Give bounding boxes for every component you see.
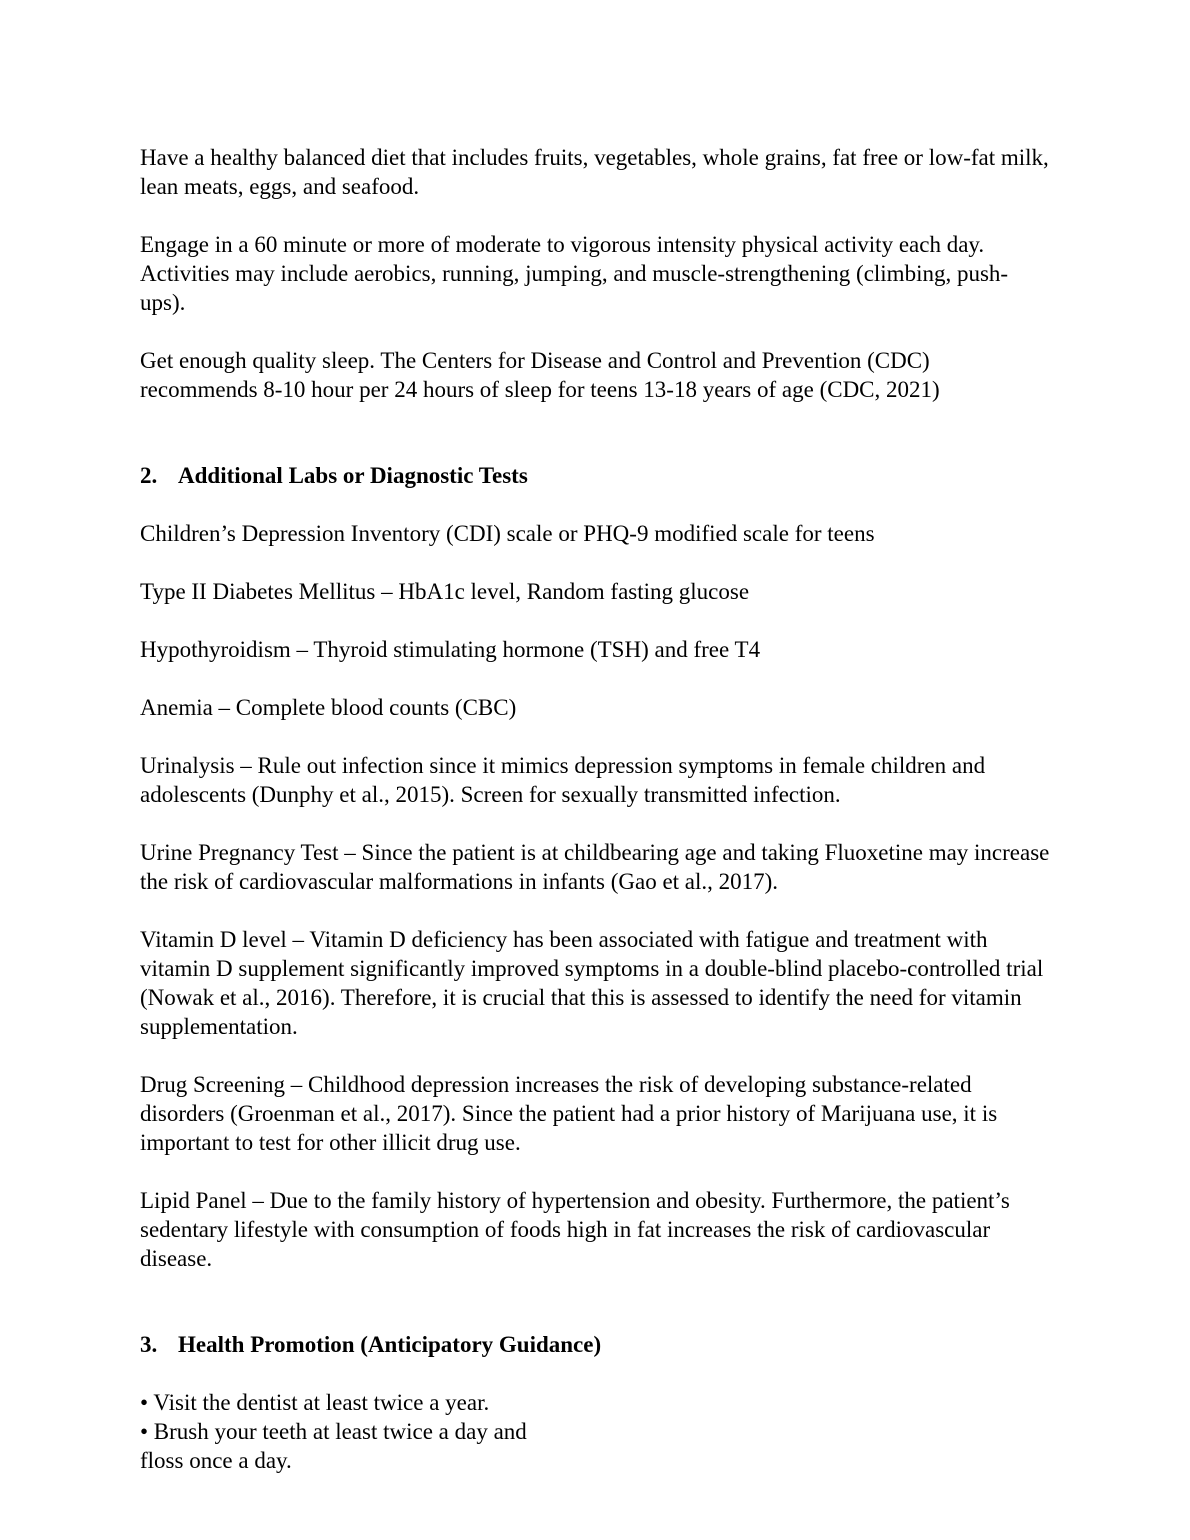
labs-paragraph-anemia: Anemia – Complete blood counts (CBC) xyxy=(140,695,517,720)
labs-paragraph-lipid-panel: Lipid Panel – Due to the family history of hypertension and obesity. Furthermore, the patient’s sedentary lifestyle with consumption of foods high in fat increases the risk of cardiovascular disease. xyxy=(140,1188,1010,1271)
heading-number: 2. xyxy=(140,463,158,488)
heading-title: Additional Labs or Diagnostic Tests xyxy=(178,463,528,488)
labs-paragraph-urinalysis: Urinalysis – Rule out infection since it mimics depression symptoms in female children and adolescents (Dunphy et al., 2015). Screen for sexually transmitted infection. xyxy=(140,753,986,807)
guidance-list xyxy=(140,1388,1050,1475)
labs-paragraph-cdi: Children’s Depression Inventory (CDI) scale or PHQ-9 modified scale for teens xyxy=(140,521,875,546)
heading-number: 3. xyxy=(140,1332,158,1357)
labs-paragraph-pregnancy-test: Urine Pregnancy Test – Since the patient is at childbearing age and taking Fluoxetine may increase the risk of cardiovascular malformations in infants (Gao et al., 2017). xyxy=(140,840,1050,894)
intro-paragraph-activity: Engage in a 60 minute or more of moderate to vigorous intensity physical activity each day. Activities may include aerobics, running, jumping, and muscle-strengthening (climbing, push-ups). xyxy=(140,232,1009,315)
guidance-item-dentist: • Visit the dentist at least twice a year. xyxy=(140,1390,490,1415)
guidance-item-brush-teeth: • Brush your teeth at least twice a day and xyxy=(140,1419,527,1444)
section-heading-health-promotion xyxy=(140,1330,1050,1359)
section-heading-labs xyxy=(140,461,1050,490)
heading-title: Health Promotion (Anticipatory Guidance) xyxy=(178,1332,602,1357)
labs-paragraph-hypothyroidism: Hypothyroidism – Thyroid stimulating hormone (TSH) and free T4 xyxy=(140,637,761,662)
intro-paragraph-sleep: Get enough quality sleep. The Centers for Disease and Control and Prevention (CDC) recommends 8-10 hour per 24 hours of sleep for teens 13-18 years of age (CDC, 2021) xyxy=(140,348,940,402)
labs-paragraph-vitamin-d: Vitamin D level – Vitamin D deficiency has been associated with fatigue and treatment with vitamin D supplement significantly improved symptoms in a double-blind placebo-controlled trial (Nowak et al., 2016). Therefore, it is crucial that this is assessed to identify the need for vitamin supplementation. xyxy=(140,927,1044,1039)
labs-paragraph-diabetes: Type II Diabetes Mellitus – HbA1c level, Random fasting glucose xyxy=(140,579,750,604)
guidance-item-floss: floss once a day. xyxy=(140,1448,292,1473)
labs-paragraph-drug-screening: Drug Screening – Childhood depression increases the risk of developing substance-related disorders (Groenman et al., 2017). Since the patient had a prior history of Marijuana use, it is important to test for other illicit drug use. xyxy=(140,1072,998,1155)
intro-paragraph-diet: Have a healthy balanced diet that includes fruits, vegetables, whole grains, fat free or low-fat milk, lean meats, eggs, and seafood. xyxy=(140,145,1049,199)
